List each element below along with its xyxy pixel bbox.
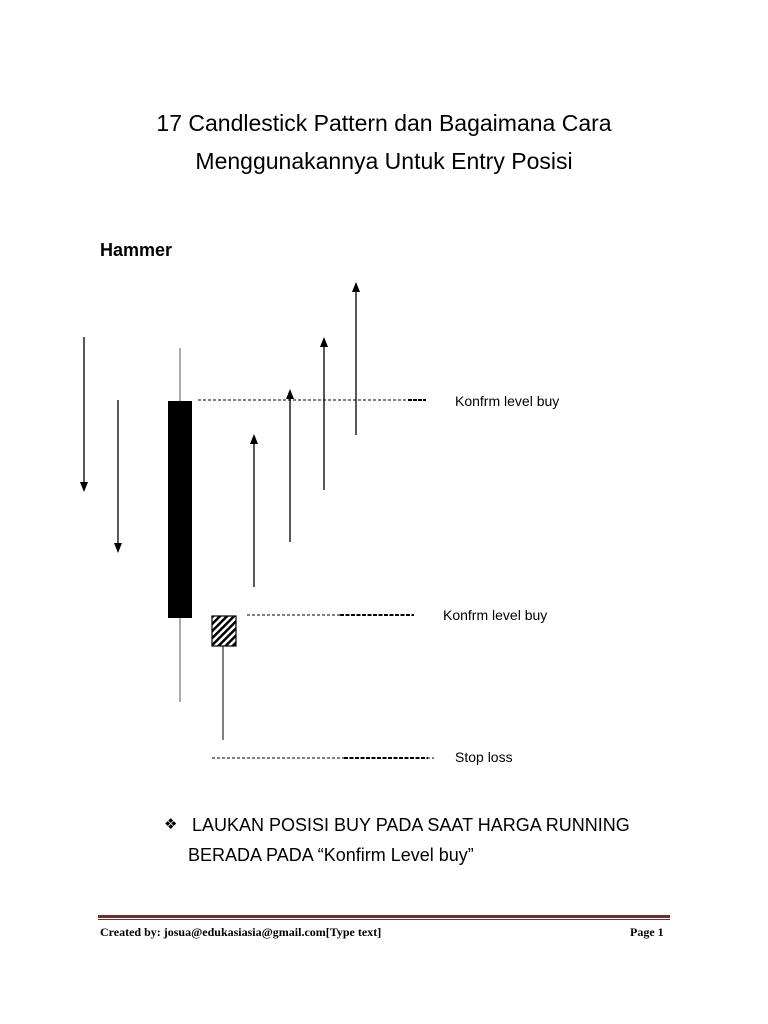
instruction-line-2: BERADA PADA “Konfirm Level buy” <box>188 845 474 865</box>
footer-page-number: Page 1 <box>630 925 664 939</box>
lower-confirm-label: Konfrm level buy <box>443 607 548 623</box>
downtrend-arrow-1 <box>80 337 88 492</box>
hammer-candle-body <box>212 616 236 646</box>
upper-confirm-label: Konfrm level buy <box>455 393 560 409</box>
uptrend-arrow-4 <box>352 282 360 435</box>
title-line-1: 17 Candlestick Pattern dan Bagaimana Cara <box>156 110 612 136</box>
uptrend-arrow-2 <box>286 389 294 542</box>
downtrend-arrow-2 <box>114 400 122 553</box>
footer-author: Created by: josua@edukasiasia@gmail.com[Type text] <box>100 925 382 939</box>
section-heading-hammer: Hammer <box>100 240 173 260</box>
uptrend-arrow-3 <box>320 337 328 490</box>
footer-divider-thick <box>98 915 670 918</box>
diamond-bullet-icon: ❖ <box>164 816 178 833</box>
title-line-2: Menggunakannya Untuk Entry Posisi <box>195 148 573 174</box>
bearish-candle-body <box>168 401 192 618</box>
uptrend-arrow-1 <box>250 434 258 587</box>
footer-divider-thin <box>98 919 670 920</box>
instruction-line-1: LAUKAN POSISI BUY PADA SAAT HARGA RUNNING <box>192 815 630 835</box>
stop-loss-label: Stop loss <box>455 749 513 765</box>
